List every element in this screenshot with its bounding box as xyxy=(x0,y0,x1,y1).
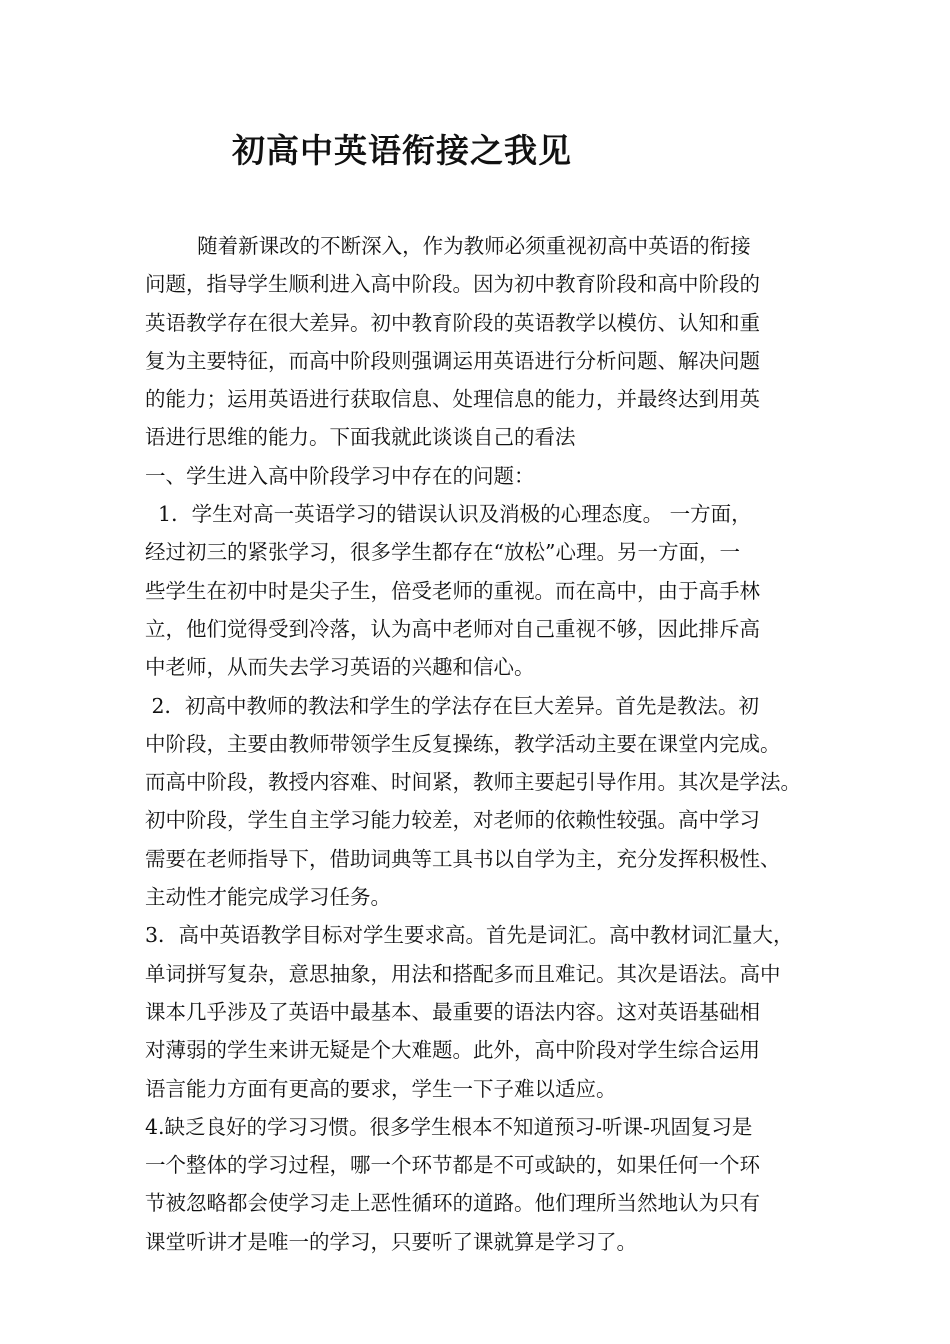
text-line: 英语教学存在很大差异。初中教育阶段的英语教学以模仿、认知和重 xyxy=(145,310,760,335)
text-line: 一个整体的学习过程，哪一个环节都是不可或缺的，如果任何一个环 xyxy=(145,1153,760,1178)
document-title: 初高中英语衔接之我见 xyxy=(232,131,572,170)
text-line: 4.缺乏良好的学习习惯。很多学生根本不知道预习-听课-巩固复习是 xyxy=(145,1114,753,1139)
text-line: 单词拼写复杂，意思抽象，用法和搭配多而且难记。其次是语法。高中 xyxy=(145,961,781,986)
text-line: 初中阶段，学生自主学习能力较差，对老师的依赖性较强。高中学习 xyxy=(145,808,760,833)
text-line: 需要在老师指导下，借助词典等工具书以自学为主，充分发挥积极性、 xyxy=(145,846,781,871)
text-line: 随着新课改的不断深入，作为教师必须重视初高中英语的衔接 xyxy=(145,234,751,258)
text-line: 复为主要特征，而高中阶段则强调运用英语进行分析问题、解决问题 xyxy=(145,348,760,373)
document-body xyxy=(145,227,825,1261)
text-line: 问题，指导学生顺利进入高中阶段。因为初中教育阶段和高中阶段的 xyxy=(145,272,760,297)
text-line: 的能力；运用英语进行获取信息、处理信息的能力，并最终达到用英 xyxy=(145,387,760,412)
text-line: 中老师，从而失去学习英语的兴趣和信心。 xyxy=(145,655,535,680)
text-line: 课堂听讲才是唯一的学习，只要听了课就算是学习了。 xyxy=(145,1229,637,1254)
text-line: 语言能力方面有更高的要求，学生一下子难以适应。 xyxy=(145,1076,617,1101)
text-line: 而高中阶段，教授内容难、时间紧，教师主要起引导作用。其次是学法。 xyxy=(145,770,801,795)
text-line: 些学生在初中时是尖子生，倍受老师的重视。而在高中，由于高手林 xyxy=(145,578,760,603)
text-line: 中阶段，主要由教师带领学生反复操练，教学活动主要在课堂内完成。 xyxy=(145,731,781,756)
section-heading: 一、学生进入高中阶段学习中存在的问题： xyxy=(145,463,535,488)
text-line: 经过初三的紧张学习，很多学生都存在“放松”心理。另一方面，一 xyxy=(145,540,740,565)
text-line: 2．初高中教师的教法和学生的学法存在巨大差异。首先是教法。初 xyxy=(145,693,760,718)
text-line: 对薄弱的学生来讲无疑是个大难题。此外，高中阶段对学生综合运用 xyxy=(145,1038,760,1063)
text-line: 主动性才能完成学习任务。 xyxy=(145,885,391,910)
text-line: 立，他们觉得受到冷落，认为高中老师对自己重视不够，因此排斥高 xyxy=(145,616,760,641)
text-line: 节被忽略都会使学习走上恶性循环的道路。他们理所当然地认为只有 xyxy=(145,1191,760,1216)
text-line: 1．学生对高一英语学习的错误认识及消极的心理态度。 一方面， xyxy=(145,502,752,527)
text-line: 语进行思维的能力。下面我就此谈谈自己的看法 xyxy=(145,425,576,450)
text-line: 3．高中英语教学目标对学生要求高。首先是词汇。高中教材词汇量大， xyxy=(145,923,794,948)
text-line: 课本几乎涉及了英语中最基本、最重要的语法内容。这对英语基础相 xyxy=(145,999,760,1024)
